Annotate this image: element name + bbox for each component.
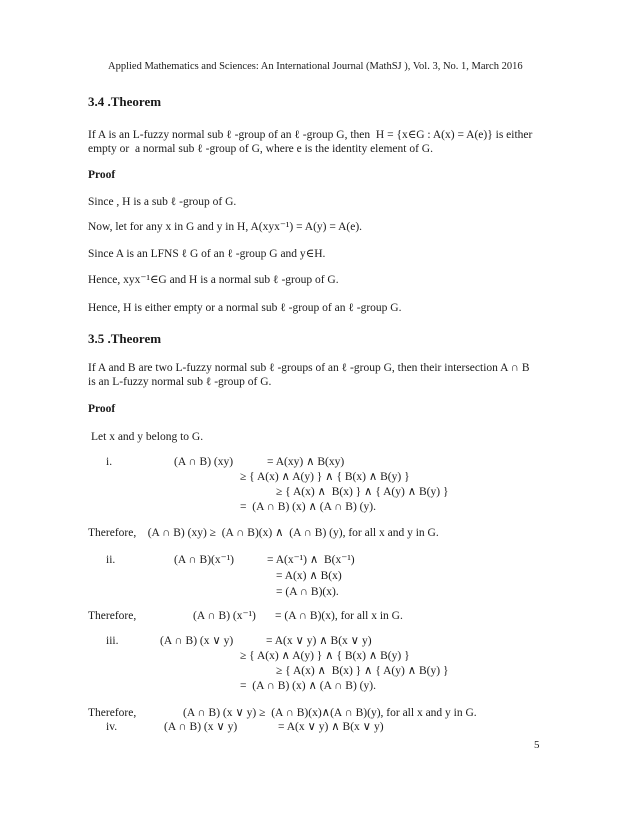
part-i-lhs: (A ∩ B) (xy) [174, 456, 234, 468]
proof-3-4-line: Hence, H is either empty or a normal sub ℓ -group of an ℓ -group G. [88, 302, 402, 314]
part-i-rhs-line: ≥ { A(x) ∧ A(y) } ∧ { B(x) ∧ B(y) } [240, 471, 410, 483]
part-iii-rhs-line: ≥ { A(x) ∧ A(y) } ∧ { B(x) ∧ B(y) } [240, 650, 410, 662]
proof-3-4-label: Proof [88, 169, 116, 181]
part-iii-therefore-rhs: (A ∩ B) (x ∨ y) ≥ (A ∩ B)(x)∧(A ∩ B)(y), for all x and y in G. [183, 707, 477, 719]
part-ii-lhs: (A ∩ B)(x⁻¹) [174, 554, 234, 566]
theorem-3-4-statement-line1: If A is an L-fuzzy normal sub ℓ -group of an ℓ -group G, then H = {x∈G : A(x) = A(e)} is either [88, 129, 533, 141]
part-ii-rhs-line: = (A ∩ B)(x). [276, 586, 339, 598]
running-header: Applied Mathematics and Sciences: An International Journal (MathSJ ), Vol. 3, No. 1, March 2016 [108, 61, 523, 72]
theorem-3-4-statement-line2: empty or a normal sub ℓ -group of G, where e is the identity element of G. [88, 143, 433, 155]
part-iii-lhs: (A ∩ B) (x ∨ y) [160, 635, 234, 647]
theorem-3-4-heading: 3.4 .Theorem [88, 94, 162, 109]
part-ii-therefore-label: Therefore, [88, 610, 137, 622]
part-iv-number: iv. [106, 721, 118, 733]
part-ii-number: ii. [106, 554, 116, 566]
page-number: 5 [534, 739, 540, 751]
proof-3-5-intro: Let x and y belong to G. [91, 431, 204, 443]
proof-3-4-line: Hence, xyx⁻¹∈G and H is a normal sub ℓ -group of G. [88, 274, 339, 286]
part-iii-number: iii. [106, 635, 119, 647]
part-iii-rhs-line: ≥ { A(x) ∧ B(x) } ∧ { A(y) ∧ B(y) } [276, 665, 449, 677]
part-iv-rhs: = A(x ∨ y) ∧ B(x ∨ y) [278, 721, 384, 733]
part-ii-therefore-rhs: = (A ∩ B)(x), for all x in G. [275, 610, 403, 622]
theorem-3-5-heading: 3.5 .Theorem [88, 331, 162, 346]
part-ii-rhs-line: = A(x⁻¹) ∧ B(x⁻¹) [267, 554, 355, 566]
part-iii-therefore-label: Therefore, [88, 707, 137, 719]
part-ii-rhs-line: = A(x) ∧ B(x) [276, 570, 342, 582]
proof-3-5-label: Proof [88, 403, 116, 415]
proof-3-4-line: Now, let for any x in G and y in H, A(xyx⁻¹) = A(y) = A(e). [88, 221, 363, 233]
part-i-rhs-line: = A(xy) ∧ B(xy) [267, 456, 345, 468]
theorem-3-5-statement-line2: is an L-fuzzy normal sub ℓ -group of G. [88, 376, 272, 388]
part-i-therefore: Therefore, (A ∩ B) (xy) ≥ (A ∩ B)(x) ∧ (A ∩ B) (y), for all x and y in G. [88, 527, 439, 539]
part-iii-rhs-line: = A(x ∨ y) ∧ B(x ∨ y) [266, 635, 372, 647]
part-i-rhs-line: ≥ { A(x) ∧ B(x) } ∧ { A(y) ∧ B(y) } [276, 486, 449, 498]
part-i-rhs-line: = (A ∩ B) (x) ∧ (A ∩ B) (y). [240, 501, 376, 513]
proof-3-4-line: Since A is an LFNS ℓ G of an ℓ -group G and y∈H. [88, 248, 326, 260]
part-iv-lhs: (A ∩ B) (x ∨ y) [164, 721, 238, 733]
theorem-3-5-statement-line1: If A and B are two L-fuzzy normal sub ℓ -groups of an ℓ -group G, then their intersection A ∩ B [88, 362, 530, 374]
part-iii-rhs-line: = (A ∩ B) (x) ∧ (A ∩ B) (y). [240, 680, 376, 692]
part-i-number: i. [106, 456, 113, 468]
part-ii-therefore-lhs: (A ∩ B) (x⁻¹) [193, 610, 256, 622]
proof-3-4-line: Since , H is a sub ℓ -group of G. [88, 196, 237, 208]
